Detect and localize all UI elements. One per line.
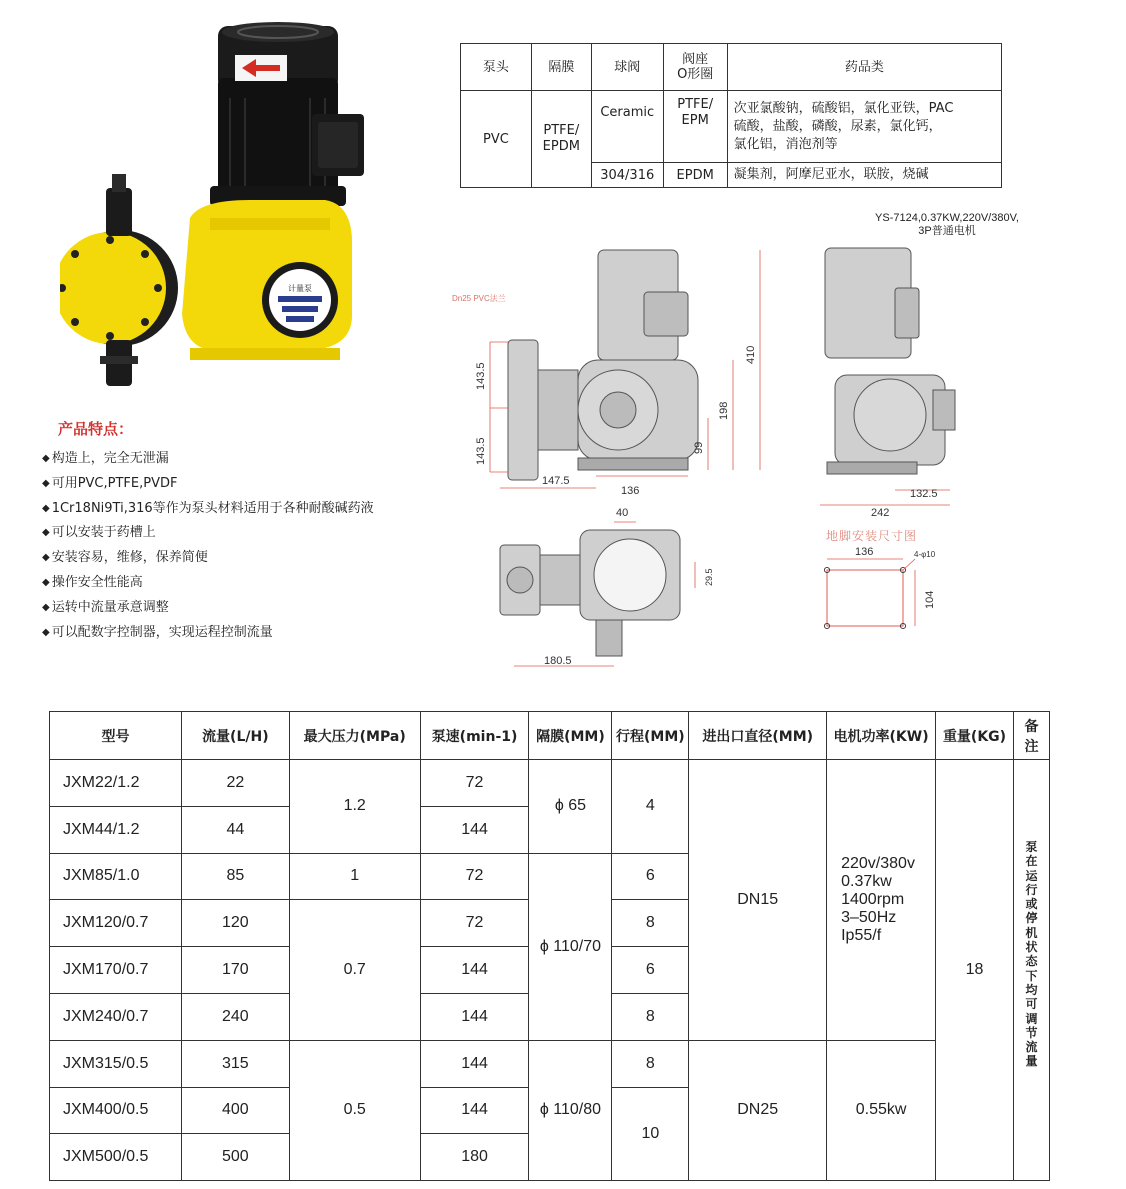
model-cell: JXM120/0.7 <box>50 900 182 947</box>
dim-label: 180.5 <box>544 655 572 667</box>
feature-item: ◆ 构造上，完全无泄漏 <box>42 447 442 472</box>
header-diaphragm: 隔膜 <box>531 44 591 91</box>
pressure-cell: 0.7 <box>289 900 420 1040</box>
chemicals-list: 次亚氯酸钠，硫酸铝，氯化亚铁，PAC 硫酸，盐酸，磷酸，尿素，氯化钙， 氯化铝，消泡剂等 <box>727 91 1001 163</box>
header-model: 型号 <box>50 712 182 760</box>
dim-label: 104 <box>924 590 936 609</box>
flow-cell: 500 <box>181 1134 289 1181</box>
dim-label: 136 <box>621 485 640 497</box>
model-cell: JXM85/1.0 <box>50 853 182 900</box>
feature-item: ◆ 运转中流量承意调整 <box>42 596 442 621</box>
header-weight: 重量(KG) <box>936 712 1014 760</box>
model-cell: JXM315/0.5 <box>50 1040 182 1087</box>
speed-cell: 72 <box>420 900 529 947</box>
header-speed: 泵速(min-1) <box>420 712 529 760</box>
stroke-cell: 6 <box>612 947 689 994</box>
materials-table <box>460 43 1002 188</box>
base-mounting-drawing <box>815 525 965 635</box>
product-features <box>42 418 442 645</box>
header-stroke: 行程(MM) <box>612 712 689 760</box>
weight-cell: 18 <box>936 760 1014 1181</box>
feature-item: ◆ 可用PVC,PTFE,PVDF <box>42 472 442 497</box>
flow-cell: 240 <box>181 993 289 1040</box>
features-title: 产品特点： <box>58 420 134 438</box>
pump-photo <box>60 18 390 398</box>
stroke-cell: 8 <box>612 993 689 1040</box>
diaphragm-cell: ϕ 65 <box>529 760 612 854</box>
speed-cell: 144 <box>420 1040 529 1087</box>
header-pump-head: 泵头 <box>461 44 532 91</box>
motor-label-line2: 3P普通电机 <box>918 225 976 237</box>
header-port: 进出口直径(MM) <box>689 712 827 760</box>
dim-label: 29.5 <box>704 568 714 586</box>
dim-label: 40 <box>616 507 629 519</box>
header-pressure: 最大压力(MPa) <box>289 712 420 760</box>
header-note: 备注 <box>1013 712 1049 760</box>
pressure-cell: 1.2 <box>289 760 420 854</box>
ball-material: Ceramic <box>591 91 663 163</box>
flow-cell: 120 <box>181 900 289 947</box>
stroke-cell: 6 <box>612 853 689 900</box>
speed-cell: 144 <box>420 993 529 1040</box>
dim-label: 147.5 <box>542 475 570 487</box>
flow-cell: 44 <box>181 806 289 853</box>
speed-cell: 144 <box>420 1087 529 1134</box>
stroke-cell: 4 <box>612 760 689 854</box>
header-chemicals: 药品类 <box>727 44 1001 91</box>
feature-item: ◆ 可以配数字控制器，实现运程控制流量 <box>42 621 442 646</box>
base-drawing-title: 地脚安装尺寸图 <box>826 529 918 543</box>
feature-item: ◆ 安装容易，维修，保养简便 <box>42 546 442 571</box>
pump-head-material: PVC <box>461 91 532 188</box>
motor-cell: 220v/380v 0.37kw 1400rpm 3–50Hz Ip55/f <box>827 760 936 1041</box>
flow-cell: 85 <box>181 853 289 900</box>
flow-cell: 315 <box>181 1040 289 1087</box>
dim-label: 143.5 <box>475 362 487 390</box>
dim-label: 4-φ10 <box>914 550 936 559</box>
flow-cell: 170 <box>181 947 289 994</box>
spec-table <box>49 711 1050 1181</box>
header-flow: 流量(L/H) <box>181 712 289 760</box>
header-valve-seat: 阀座 O形圈 <box>663 44 727 91</box>
speed-cell: 144 <box>420 947 529 994</box>
seat-material: EPDM <box>663 163 727 188</box>
dim-label: 198 <box>718 401 730 420</box>
speed-cell: 144 <box>420 806 529 853</box>
dim-label: 143.5 <box>475 437 487 465</box>
pressure-cell: 1 <box>289 853 420 900</box>
speed-cell: 72 <box>420 760 529 807</box>
side-view-drawing <box>805 200 1065 525</box>
speed-cell: 180 <box>420 1134 529 1181</box>
feature-item: ◆ 操作安全性能高 <box>42 571 442 596</box>
dim-label: 136 <box>855 546 874 558</box>
model-cell: JXM44/1.2 <box>50 806 182 853</box>
stroke-cell: 8 <box>612 1040 689 1087</box>
header-motor: 电机功率(KW) <box>827 712 936 760</box>
model-cell: JXM400/0.5 <box>50 1087 182 1134</box>
pressure-cell: 0.5 <box>289 1040 420 1180</box>
speed-cell: 72 <box>420 853 529 900</box>
badge-label: 计量泵 <box>288 284 312 293</box>
inlet-label: Dn25 PVC法兰 <box>452 294 506 303</box>
note-cell: 泵在运行或停机状态下均可调节流量 <box>1013 760 1049 1181</box>
model-cell: JXM240/0.7 <box>50 993 182 1040</box>
model-cell: JXM170/0.7 <box>50 947 182 994</box>
port-cell: DN15 <box>689 760 827 1041</box>
flow-cell: 22 <box>181 760 289 807</box>
model-cell: JXM22/1.2 <box>50 760 182 807</box>
front-view-drawing <box>448 230 788 510</box>
dim-label: 242 <box>871 507 890 519</box>
table-row <box>50 760 1050 807</box>
motor-cell: 0.55kw <box>827 1040 936 1180</box>
top-view-drawing <box>490 500 740 690</box>
header-ball-valve: 球阀 <box>591 44 663 91</box>
table-row <box>50 1040 1050 1087</box>
diaphragm-material: PTFE/ EPDM <box>531 91 591 188</box>
dim-label: 99 <box>693 441 705 454</box>
diaphragm-cell: ϕ 110/80 <box>529 1040 612 1180</box>
feature-item: ◆ 1Cr18Ni9Ti,316等作为泵头材料适用于各种耐酸碱药液 <box>42 497 442 522</box>
stroke-cell: 10 <box>612 1087 689 1181</box>
seat-material: PTFE/ EPM <box>663 91 727 163</box>
dim-label: 132.5 <box>910 488 938 500</box>
port-cell: DN25 <box>689 1040 827 1180</box>
features-list <box>42 447 442 645</box>
chemicals-list: 凝集剂，阿摩尼亚水，联胺，烧碱 <box>727 163 1001 188</box>
diaphragm-cell: ϕ 110/70 <box>529 853 612 1040</box>
header-diaphragm: 隔膜(MM) <box>529 712 612 760</box>
model-cell: JXM500/0.5 <box>50 1134 182 1181</box>
feature-item: ◆ 可以安装于药槽上 <box>42 521 442 546</box>
ball-material: 304/316 <box>591 163 663 188</box>
dim-label: 410 <box>745 345 757 364</box>
stroke-cell: 8 <box>612 900 689 947</box>
flow-cell: 400 <box>181 1087 289 1134</box>
motor-label-line1: YS-7124,0.37KW,220V/380V, <box>875 212 1019 224</box>
